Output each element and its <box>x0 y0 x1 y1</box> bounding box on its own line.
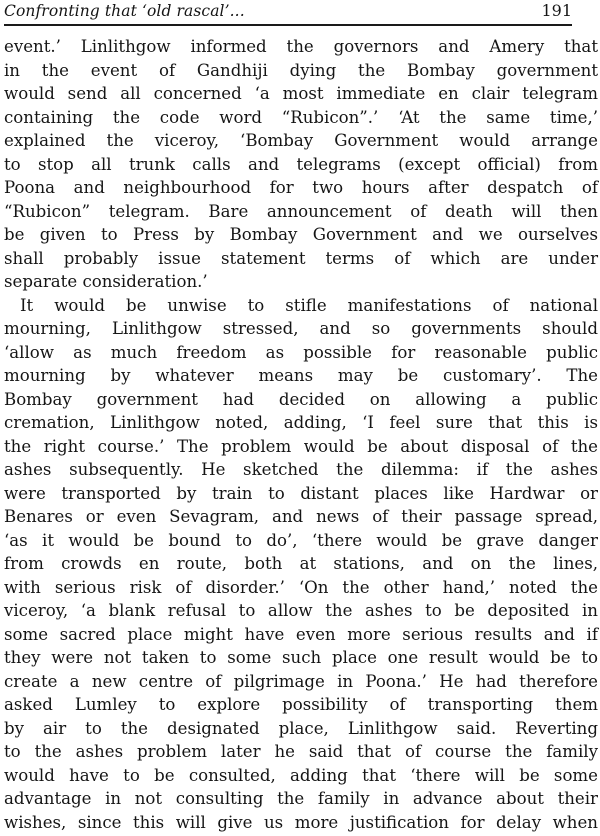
text-line: in the event of Gandhiji dying the Bombay government <box>4 60 598 80</box>
text-line: containing the code word “Rubicon”.’ ‘At the same time,’ <box>4 107 598 127</box>
text-line: by air to the designated place, Linlithgow said. Reverting <box>4 718 598 738</box>
text-line: some sacred place might have even more serious results and if <box>4 624 598 644</box>
running-header <box>4 0 572 26</box>
text-line: be given to Press by Bombay Government and we ourselves <box>4 225 598 244</box>
text-line: create a new centre of pilgrimage in Poona.’ He had therefore <box>4 671 598 691</box>
text-line: Benares or even Sevagram, and news of their passage spread, <box>4 507 598 526</box>
text-line: would send all concerned ‘a most immediate en clair telegram <box>4 84 598 103</box>
text-line: mourning, Linlithgow stressed, and so governments should <box>4 319 598 338</box>
text-line: viceroy, ‘a blank refusal to allow the ashes to be deposited in <box>4 601 598 620</box>
running-title: Confronting that ‘old rascal’... <box>4 2 245 20</box>
text-line: they were not taken to some such place one result would be to <box>4 648 598 667</box>
text-line: advantage in not consulting the family in advance about their <box>4 789 598 808</box>
text-line: mourning by whatever means may be customary’. The <box>4 366 598 385</box>
header-rule <box>4 24 572 26</box>
text-line: from crowds en route, both at stations, and on the lines, <box>4 554 598 573</box>
page-number: 191 <box>541 1 572 20</box>
text-line: wishes, since this will give us more justification for delay when <box>4 812 598 832</box>
text-line: with serious risk of disorder.’ ‘On the other hand,’ noted the <box>4 577 598 597</box>
text-line: Bombay government had decided on allowing a public <box>4 389 598 409</box>
text-line: would have to be consulted, adding that ‘there will be some <box>4 765 598 785</box>
text-line: were transported by train to distant places like Hardwar or <box>4 483 598 503</box>
text-line: shall probably issue statement terms of which are under <box>4 248 598 268</box>
paragraph-first-line: It would be unwise to stifle manifestations of national <box>20 295 598 315</box>
text-line: to the ashes problem later he said that of course the family <box>4 742 598 761</box>
text-line: event.’ Linlithgow informed the governors and Amery that <box>4 37 598 56</box>
text-line: the right course.’ The problem would be about disposal of the <box>4 436 598 456</box>
text-line: Poona and neighbourhood for two hours after despatch of <box>4 178 598 197</box>
body-text <box>4 35 598 834</box>
text-line: ashes subsequently. He sketched the dilemma: if the ashes <box>4 460 598 479</box>
paragraph-end-line: separate consideration.’ <box>4 272 208 291</box>
text-line: cremation, Linlithgow noted, adding, ‘I feel sure that this is <box>4 413 598 432</box>
text-line: to stop all trunk calls and telegrams (except official) from <box>4 154 598 174</box>
text-line: explained the viceroy, ‘Bombay Government would arrange <box>4 131 598 150</box>
text-line: ‘allow as much freedom as possible for reasonable public <box>4 342 598 362</box>
text-line: asked Lumley to explore possibility of transporting them <box>4 695 598 714</box>
text-line: “Rubicon” telegram. Bare announcement of death will then <box>4 201 598 221</box>
text-line: ‘as it would be bound to do’, ‘there would be grave danger <box>4 530 598 550</box>
